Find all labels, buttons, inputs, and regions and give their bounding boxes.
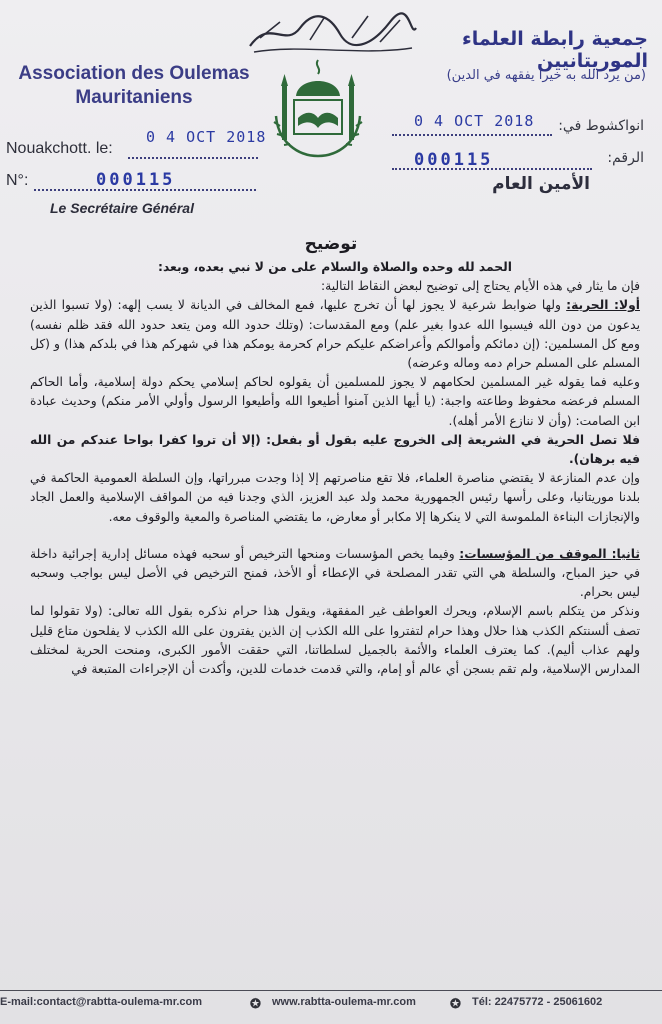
section-institutions xyxy=(30,545,640,603)
footer-phone: Tél: 22475772 - 25061602 xyxy=(472,996,603,1008)
org-name-fr xyxy=(0,62,268,110)
ref-label-fr: N°: xyxy=(6,172,29,189)
ref-label-ar: الرقم: xyxy=(607,150,644,166)
date-label-fr: Nouakchott. le: xyxy=(6,140,113,157)
org-name-fr-line2: Mauritaniens xyxy=(75,87,193,108)
freedom-paragraph-4: وإن عدم المنازعة لا يقتضي مناصرة العلماء، فلا تقع مناصرتهم إلا إذا وجدت مبرراتها، وإن السلطة العمومية الحاكمة في بلدنا موريتانيا، وعلى رأسها رئيس الجمهورية محمد ولد عبد العزيز، الذي وجدنا فيه من المواقف الإسلامية والعمل الجاد والإنجازات البناءة الملموسة التي لا ينكرها إلا مكابر أو معارض، ما يقتضي المناصرة والمعية والوقوف معه. xyxy=(30,471,640,524)
star-icon: ✪ xyxy=(450,996,461,1011)
footer-website: www.rabtta-oulema-mr.com xyxy=(272,996,416,1008)
freedom-paragraph-3: فلا تصل الحرية في الشريعة إلى الخروج عليه بقول أو بفعل: (إلا أن تروا كفرا بواحا عندكم من الله فيه برهان). xyxy=(30,432,640,467)
org-name-fr-line1: Association des Oulemas xyxy=(18,63,250,84)
intro-paragraph: فإن ما يثار في هذه الأيام يحتاج إلى توضيح لبعض النقاط التالية: xyxy=(320,279,640,294)
secretary-general-ar: الأمين العام xyxy=(492,174,590,194)
section-freedom xyxy=(30,296,640,373)
section-institutions-text: وفيما يخص المؤسسات ومنحها الترخيص أو سحبه فهذه مسائل إدارية إجرائية داخلة في حيز المباح، والسلطة هي التي تقدر المصلحة في الإعطاء أو الأخذ، فمنح الترخيص في الأصل ليس بواجب وسحبه ليس بحرام. xyxy=(30,546,640,600)
institutions-paragraph-2: ونذكر من يتكلم باسم الإسلام، ويحرك العواطف غير المفقهة، ويقول هذا حرام نذكره بقول الله تعالى: (ولا تقولوا لما تصف ألسنتكم الكذب هذا حلال وهذا حرام لتفتروا على الله الكذب إن الذين يفترون على الله الكذب لا يفلحون متاع قليل ولهم عذاب أليم). كما يعترف العلماء والأئمة بالجميل لسلطاتنا، التي حققت الأمور الكبرى، ومنحت الحرية لمختلف المدارس الإسلامية، ولم تقم بسجن أي عالم أو إمام، والتي قدمت خدمات للدين، وأكدت أن الإجراءات المتبعة في xyxy=(30,604,640,677)
org-name-ar: جمعية رابطة العلماء الموريتانيين xyxy=(462,28,648,72)
section-institutions-heading: ثانيا: الموقف من المؤسسات: xyxy=(459,546,640,561)
star-icon: ✪ xyxy=(250,996,261,1011)
footer-email: E-mail:contact@rabtta-oulema-mr.com xyxy=(0,996,203,1008)
secretary-general-fr: Le Secrétaire Général xyxy=(50,200,194,216)
freedom-paragraph-2: وعليه فما يقوله غير المسلمين لحكامهم لا يجوز للمسلمين أن يقولوه لحاكم إسلامي يحكم دولة إسلامية، وأما الحاكم المسلم فرعضه محفوظ وطاعته واجبة: (يا أيها الذين آمنوا أطيعوا الله وأطيعوا الرسول وأولي الأمر منكم) وحديث عبادة ابن الصامت: (وأن لا ننازع الأمر أهله). xyxy=(30,375,640,428)
opening-praise: الحمد لله وحده والصلاة والسلام على من لا نبي بعده، وبعد: xyxy=(158,260,512,274)
date-stamp-fr: 0 4 OCT 2018 xyxy=(146,128,267,146)
ref-stamp-ar: 000115 xyxy=(414,150,494,170)
date-line-ar xyxy=(392,134,552,136)
section-freedom-text: ولها ضوابط شرعية لا يجوز لها أن تخرج عليها، فمع المخالف في الديانة لا يسب إلهه: (ولا تسبوا الذين يدعون من دون الله فيسبوا الله عدوا بغير علم) ومع المقدسات: (وتلك حدود الله ومن يتعد حدود الله فقد ظلم نفسه) ومع كل المسلمين: (إن دمائكم وأموالكم وأعراضكم عليكم حرام كحرمة يومكم هذا في شهركم هذا في بلدكم هذا) و (كل المسلم على المسلم حرام دمه وماله وعرضه) xyxy=(30,298,640,371)
date-stamp-ar: 0 4 OCT 2018 xyxy=(414,112,535,130)
document-title: توضيح xyxy=(304,234,358,254)
letter-footer xyxy=(0,994,662,1018)
date-line-fr xyxy=(128,157,258,159)
section-freedom-heading: أولا: الحرية: xyxy=(566,298,640,313)
association-emblem xyxy=(268,56,368,162)
document-body xyxy=(30,258,640,679)
hadith-motto: (من يرد الله به خيرا يفقهه في الدين) xyxy=(446,68,646,83)
ref-stamp-fr: 000115 xyxy=(96,170,176,190)
footer-divider xyxy=(0,990,662,991)
date-label-ar: انواكشوط في: xyxy=(558,118,644,134)
